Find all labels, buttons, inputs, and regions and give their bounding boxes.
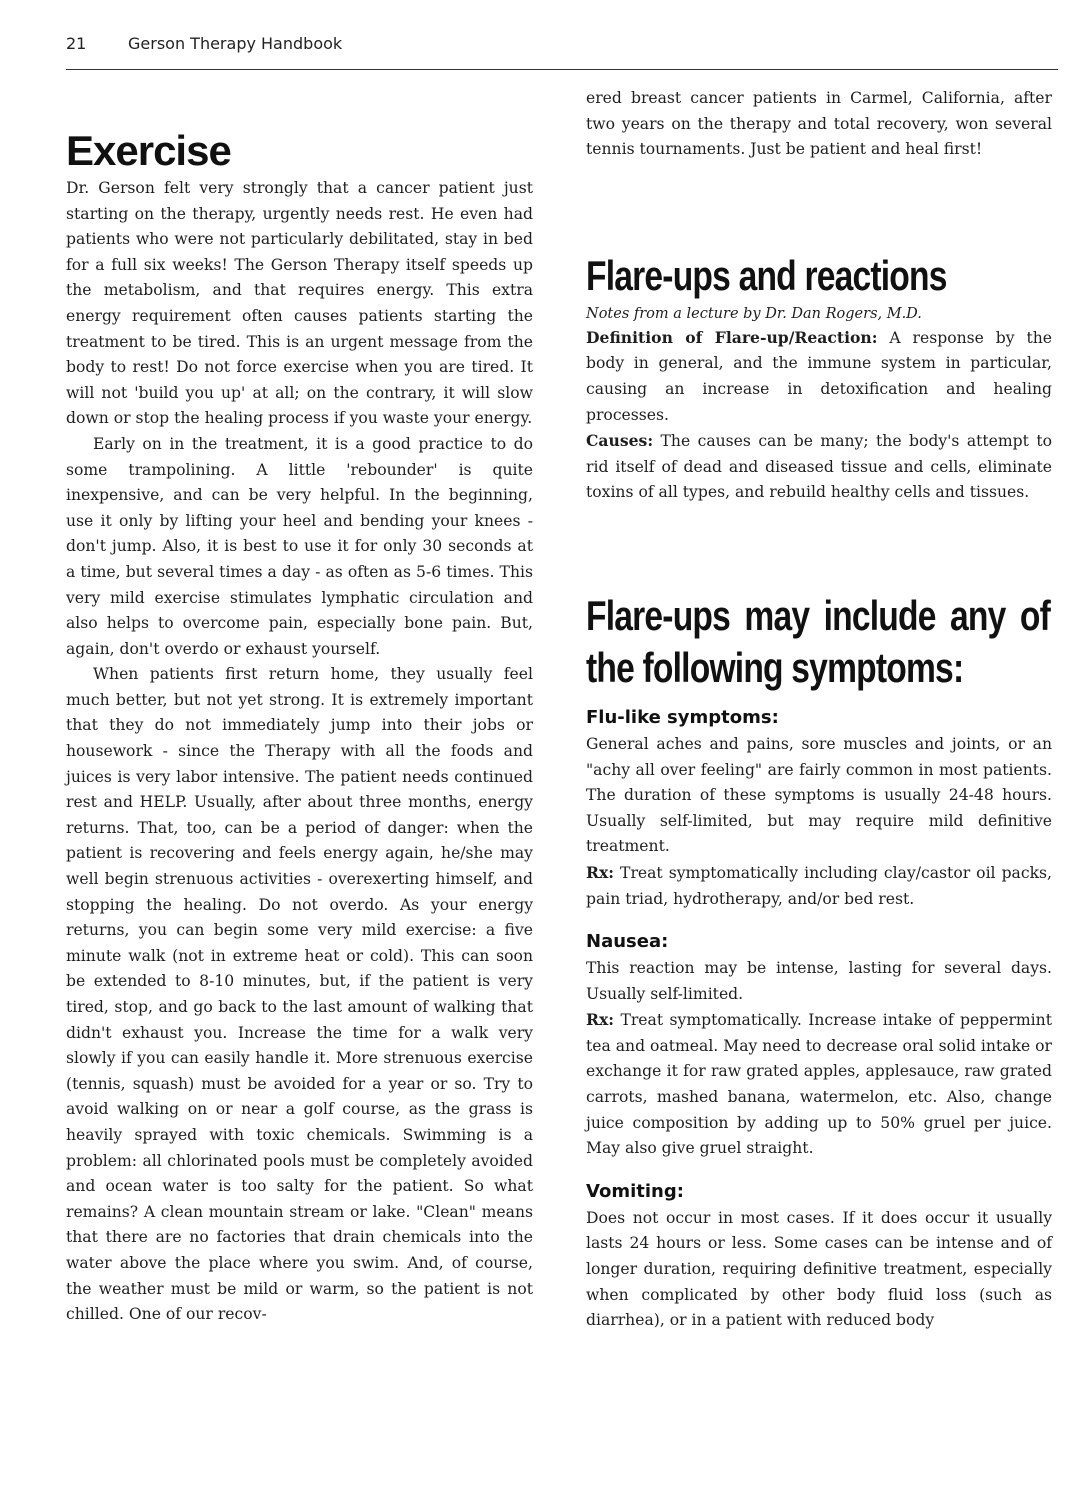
right-column xyxy=(586,86,1052,1334)
symptom-text-vomiting: Does not occur in most cases. If it does occur it usually lasts 24 hours or less. Some cases can be intense and of longer duration, requiring definitive treatment, especially when complicated by other body fluid loss (such as diarrhea), or in a patient with reduced body xyxy=(586,1208,1052,1330)
rx-label: Rx: xyxy=(586,862,615,882)
exercise-paragraph-3: When patients first return home, they usually feel much better, but not yet strong. It is extremely important that they do not immediately jump into their jobs or housework - since the Therapy with all the foods and juices is very labor intensive. The patient needs continued rest and HELP. Usually, after about three months, energy returns. That, too, can be a period of danger: when the patient is recovering and feels energy again, he/she may well begin strenuous activities - overexerting himself, and stopping the healing. Do not overdo. As your energy returns, you can begin some very mild exercise: a five minute walk (not in extreme heat or cold). This can soon be extended to 8-10 minutes, but, if the patient is very tired, stop, and go back to the last amount of walking that didn't exhaust you. Increase the time for a walk very slowly if you can easily handle it. More strenuous exercise (tennis, squash) must be avoided for a year or so. Try to avoid walking on or near a golf course, as the grass is heavily sprayed with toxic chemicals. Swimming is a problem: all chlorinated pools must be completely avoided and ocean water is too salty for the patient. So what remains? A clean mountain stream or lake. "Clean" means that there are no factories that drain chemicals into the water above the place where you swim. And, of course, the weather must be mild or warm, so the patient is not chilled. One of our recov- xyxy=(66,665,533,1324)
definition-text: A response by the body in general, and the immune system in particular, causing an increase in detoxification and healing processes. xyxy=(586,328,1053,424)
running-head xyxy=(66,34,342,53)
left-column xyxy=(66,86,533,1328)
flare-ups-heading: Flare-ups and reactions xyxy=(586,251,947,299)
header-rule xyxy=(66,69,1058,70)
symptom-rx-nausea xyxy=(586,1007,1052,1162)
exercise-continuation: ered breast cancer patients in Carmel, California, after two years on the therapy and total recovery, won several tennis tournaments. Just be patient and heal first! xyxy=(586,89,1052,159)
rx-label: Rx: xyxy=(586,1010,615,1030)
symptoms-heading: Flare-ups may include any of the following symptoms: xyxy=(586,591,1050,691)
definition-paragraph xyxy=(586,325,1052,428)
rx-text-flu: Treat symptomatically including clay/castor oil packs, pain triad, hydrotherapy, and/or bed rest. xyxy=(586,863,1052,908)
symptom-heading-nausea: Nausea: xyxy=(586,931,669,953)
symptom-heading-flu: Flu-like symptoms: xyxy=(586,706,779,728)
book-title: Gerson Therapy Handbook xyxy=(128,34,343,53)
definition-label: Definition of Flare-up/Reaction: xyxy=(586,327,878,347)
causes-label: Causes: xyxy=(586,431,654,451)
exercise-paragraph-1: Dr. Gerson felt very strongly that a cancer patient just starting on the therapy, urgently needs rest. He even had patients who were not particularly debilitated, stay in bed for a full six weeks! The Gerson Therapy itself speeds up the metabolism, and that requires energy. This extra energy requirement often causes patients starting the treatment to be tired. This is an urgent message from the body to rest! Do not force exercise when you are tired. It will not 'build you up' at all; on the contrary, it will slow down or stop the healing process if you waste your energy. xyxy=(66,179,533,428)
symptom-heading-vomiting: Vomiting: xyxy=(586,1180,684,1202)
page-number: 21 xyxy=(66,34,87,53)
symptom-text-flu: General aches and pains, sore muscles and joints, or an "achy all over feeling" are fairly common in most patients. The duration of these symptoms is usually 24-48 hours. Usually self-limited, but may require mild definitive treatment. xyxy=(586,734,1052,856)
rx-text-nausea: Treat symptomatically. Increase intake of peppermint tea and oatmeal. May need to decrease oral solid intake or exchange it for raw grated apples, applesauce, raw grated carrots, mashed banana, watermelon, etc. Also, change juice composition by adding up to 50% gruel per juice. May also give gruel straight. xyxy=(586,1011,1052,1158)
lecture-attribution: Notes from a lecture by Dr. Dan Rogers, M.D. xyxy=(586,305,922,322)
symptom-rx-flu xyxy=(586,860,1052,912)
symptom-text-nausea: This reaction may be intense, lasting for several days. Usually self-limited. xyxy=(586,959,1052,1003)
causes-paragraph xyxy=(586,428,1052,506)
causes-text: The causes can be many; the body's attempt to rid itself of dead and diseased tissue and cells, eliminate toxins of all types, and rebuild healthy cells and tissues. xyxy=(586,432,1052,502)
exercise-heading: Exercise xyxy=(66,127,231,174)
exercise-paragraph-2: Early on in the treatment, it is a good practice to do some trampolining. A little 'rebounder' is quite inexpensive, and can be very helpful. In the beginning, use it only by lifting your heel and bending your knees - don't jump. Also, it is best to use it for only 30 seconds at a time, but several times a day - as often as 5-6 times. This very mild exercise stimulates lymphatic circulation and also helps to overcome pain, especially bone pain. But, again, don't overdo or exhaust yourself. xyxy=(66,434,533,658)
